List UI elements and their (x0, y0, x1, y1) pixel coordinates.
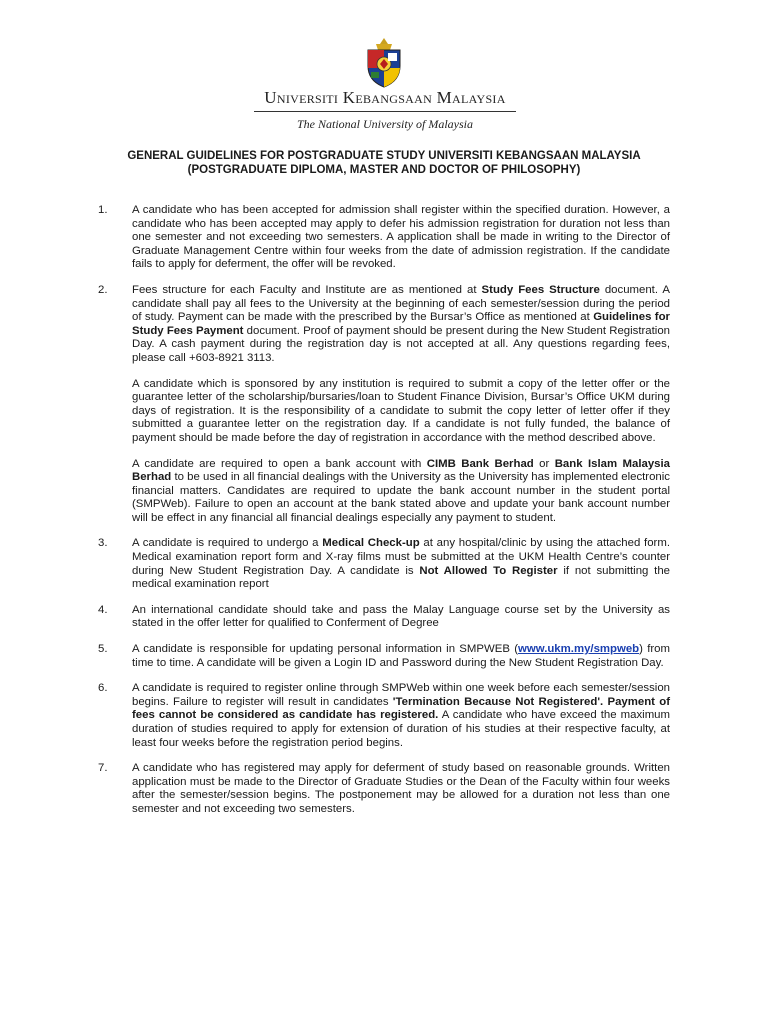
item-text: An international candidate should take and pass the Malay Language course set by the University as stated in the offer letter for qualified to Conferment of Degree (132, 603, 670, 630)
guidelines-list (98, 204, 670, 829)
item-number: 3. (98, 537, 108, 550)
termination-warning: 'Termination Because Not Registered'. Payment of fees cannot be considered as candidate has registered. (132, 695, 670, 722)
item-number: 5. (98, 643, 108, 656)
item-text: A candidate is required to undergo a Medical Check-up at any hospital/clinic by using the attached form. Medical examination report form and X-ray films must be submitted at the UKM Health Centre’s counter during New Student Registration Day. A candidate is Not Allowed To Register if not submitting the medical examination report (132, 537, 671, 591)
cimb-bank-ref: CIMB Bank Berhad (426, 457, 534, 470)
bank-islam-ref: Bank Islam Malaysia Berhad (132, 457, 670, 484)
list-item (98, 643, 670, 670)
item-text: A candidate which is sponsored by any institution is required to submit a copy of the letter offer or the guarantee letter of the scholarship/bursaries/loan to Student Finance Division, Bursar’s Office UKM during days of registration. It is the responsibility of a candidate to submit the copy letter of letter offer if they submitted a guarantee letter on the registration day. If a candidate is not fully funded, the balance of payment should be made before the day of registration in accordance with the method described above. (132, 377, 670, 444)
item-text: A candidate who has registered may apply for deferment of study based on reasonable grounds. Written application must be made to the Director of Graduate Studies or the Dean of the Faculty within four weeks after the semester/session begins. The postponement may be allowed for a duration not less than one semester and not exceeding two semesters. (132, 762, 670, 815)
item-text: A candidate are required to open a bank account with CIMB Bank Berhad or Bank Islam Malaysia Berhad to be used in all financial dealings with the University as the University has implemented electronic financial matters. Candidates are required to update the bank account number in the student portal (SMPWeb). Failure to open an account at the bank stated above and update your bank account number will be effect in any financial all financial dealings especially any payment to student. (132, 457, 670, 524)
title-line-1: GENERAL GUIDELINES FOR POSTGRADUATE STUDY UNIVERSITI KEBANGSAAN MALAYSIA (127, 150, 641, 162)
study-fees-structure-ref: Study Fees Structure (481, 283, 600, 296)
smpweb-link[interactable]: www.ukm.my/smpweb (518, 643, 640, 656)
list-item (98, 204, 670, 272)
item-text: A candidate is responsible for updating personal information in SMPWEB (www.ukm.my/smpweb) from time to time. A candidate will be given a Login ID and Password during the New Student Registration Day. (132, 643, 670, 669)
item-number: 4. (98, 603, 108, 616)
item-text: Fees structure for each Faculty and Institute are as mentioned at Study Fees Structure document. A candidate shall pay all fees to the University at the beginning of each semester/session during the period of study. Payment can be made with the prescribed by the Bursar’s Office as mentioned at Guidelines for Study Fees Payment document. Proof of payment should be present during the New Student Registration Day. A cash payment during the registration day is not accepted at all. Any questions regarding fees, please call +603-8921 3113. (132, 283, 670, 364)
fees-payment-guidelines-ref: Guidelines for Study Fees Payment (132, 311, 670, 337)
university-name: Universiti Kebangsaan Malaysia (264, 88, 506, 107)
list-item (98, 284, 670, 526)
list-item (98, 604, 670, 631)
header-rule (254, 111, 516, 112)
letterhead (0, 0, 768, 140)
document-title (100, 149, 668, 177)
item-number: 6. (98, 682, 108, 695)
medical-checkup-ref: Medical Check-up (322, 537, 420, 550)
item-number: 1. (98, 204, 108, 216)
list-item (98, 537, 670, 591)
university-tagline: The National University of Malaysia (297, 117, 473, 131)
item-number: 7. (98, 762, 108, 775)
item-text: A candidate who has been accepted for admission shall register within the specified duration. However, a candidate who has been accepted may apply to defer his admission registration for duration not less than one semester and not exceeding two semesters. A application shall be made in writing to the Director of Graduate Management Centre within four weeks from the date of admission registration. If the candidate fails to apply for deferment, the offer will be revoked. (132, 204, 670, 271)
not-allowed-to-register-ref: Not Allowed To Register (419, 564, 558, 577)
list-item (98, 762, 670, 816)
title-line-2: (POSTGRADUATE DIPLOMA, MASTER AND DOCTOR OF PHILOSOPHY) (187, 164, 581, 176)
item-text: A candidate is required to register online through SMPWeb within one week before each semester/session begins. Failure to register will result in candidates 'Termination Because Not Registered'. Payment of fees cannot be considered as candidate has registered. A candidate who have exceed the maximum duration of studies required to apply for extension of duration of his studies at their respective faculty, at least four weeks before the registration period begins. (132, 682, 671, 749)
ukm-crest-icon (362, 36, 406, 88)
list-item (98, 682, 670, 750)
item-number: 2. (98, 283, 108, 296)
